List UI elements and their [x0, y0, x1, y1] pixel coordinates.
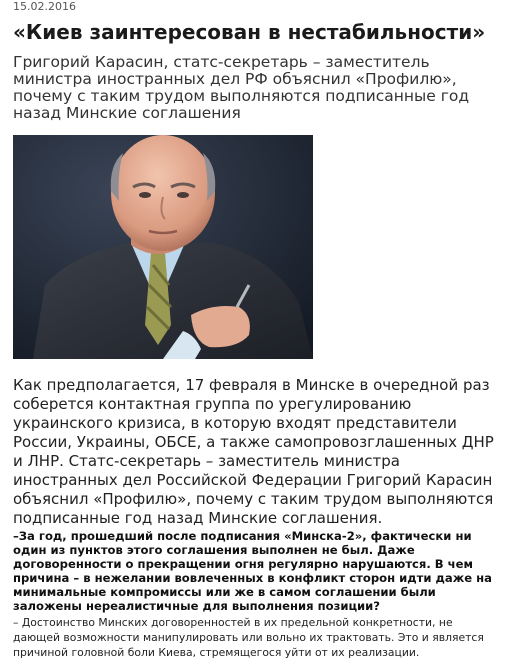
- portrait-image: [13, 135, 313, 359]
- publication-date: 15.02.2016: [13, 0, 76, 13]
- article-lead: Григорий Карасин, статс-секретарь – заместитель министра иностранных дел РФ объяснил «Профилю», почему с таким трудом выполняются подписанные год назад Минские соглашения: [13, 53, 470, 122]
- interview-answer: – Достоинство Минских договоренностей в их предельной конкретности, не дающей возможности манипулировать или вольно их трактовать. Это и является причиной головной боли Киева, стремящегося уйти от их реализации.: [13, 616, 484, 659]
- article-photo: [13, 135, 313, 359]
- article-body: Как предполагается, 17 февраля в Минске в очередной раз соберется контактная группа по урегулированию украинского кризиса, в которую входят представители России, Украины, ОБСЕ, а также самопровозглашенных ДНР и ЛНР. Статс-секретарь – заместитель министра иностранных дел Российской Федерации Григорий Карасин объяснил «Профилю», почему с таким трудом выполняются подписанные год назад Минские соглашения.: [13, 376, 494, 527]
- interview-question: –За год, прошедший после подписания «Минска-2», фактически ни один из пунктов этого соглашения выполнен не был. Даже договоренности о прекращении огня регулярно нарушаются. В чем причина – в нежелании вовлеченных в конфликт сторон идти даже на минимальные компромиссы или же в самом соглашении были заложены нереалистичные для выполнения позиции?: [13, 529, 492, 613]
- article-title[interactable]: «Киев заинтересован в нестабильности»: [13, 20, 486, 44]
